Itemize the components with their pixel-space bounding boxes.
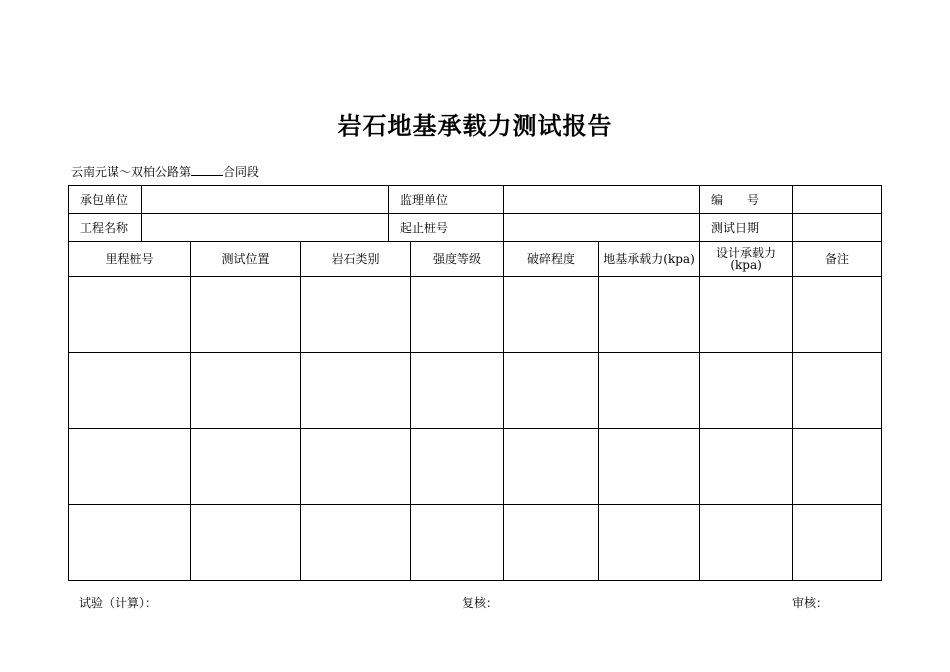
contractor-label: 承包单位 xyxy=(69,186,142,214)
cell-fracture[interactable] xyxy=(504,505,599,581)
cell-rock-type[interactable] xyxy=(301,505,411,581)
contractor-value[interactable] xyxy=(142,186,389,214)
cell-rock-type[interactable] xyxy=(301,353,411,429)
report-title: 岩石地基承载力测试报告 xyxy=(337,111,613,140)
reviewer-signature-label: 复核： xyxy=(462,596,499,610)
table-row xyxy=(69,277,882,353)
cell-strength[interactable] xyxy=(411,505,504,581)
info-row-2 xyxy=(69,214,882,242)
cell-remarks[interactable] xyxy=(793,353,882,429)
table-row xyxy=(69,429,882,505)
station-value[interactable] xyxy=(504,214,700,242)
cell-design-capacity[interactable] xyxy=(700,277,793,353)
contract-number-blank[interactable] xyxy=(191,165,223,176)
cell-mileage[interactable] xyxy=(69,429,191,505)
cell-strength[interactable] xyxy=(411,429,504,505)
info-row-1 xyxy=(69,186,882,214)
cell-capacity[interactable] xyxy=(599,505,700,581)
supervisor-label: 监理单位 xyxy=(389,186,504,214)
cell-remarks[interactable] xyxy=(793,277,882,353)
date-label: 测试日期 xyxy=(700,214,793,242)
cell-rock-type[interactable] xyxy=(301,429,411,505)
cell-position[interactable] xyxy=(191,429,301,505)
cell-fracture[interactable] xyxy=(504,353,599,429)
project-label: 工程名称 xyxy=(69,214,142,242)
cell-remarks[interactable] xyxy=(793,429,882,505)
cell-position[interactable] xyxy=(191,277,301,353)
col-position: 测试位置 xyxy=(191,242,301,277)
date-value[interactable] xyxy=(793,214,882,242)
cell-design-capacity[interactable] xyxy=(700,429,793,505)
cell-mileage[interactable] xyxy=(69,353,191,429)
subtitle-prefix: 云南元谋～双柏公路第 xyxy=(71,165,192,179)
number-label: 编 号 xyxy=(700,186,793,214)
cell-fracture[interactable] xyxy=(504,277,599,353)
cell-capacity[interactable] xyxy=(599,429,700,505)
col-fracture: 破碎程度 xyxy=(504,242,599,277)
col-remarks: 备注 xyxy=(793,242,882,277)
table-row xyxy=(69,353,882,429)
number-value[interactable] xyxy=(793,186,882,214)
cell-design-capacity[interactable] xyxy=(700,505,793,581)
col-mileage: 里程桩号 xyxy=(69,242,191,277)
tester-signature-label: 试验（计算）： xyxy=(79,596,158,610)
cell-design-capacity[interactable] xyxy=(700,353,793,429)
cell-mileage[interactable] xyxy=(69,505,191,581)
table-row xyxy=(69,505,882,581)
col-design-line2: (kpa) xyxy=(730,258,762,272)
column-header-row xyxy=(69,242,882,277)
report-table xyxy=(68,185,882,581)
supervisor-value[interactable] xyxy=(504,186,700,214)
station-label: 起止桩号 xyxy=(389,214,504,242)
col-rock-type: 岩石类别 xyxy=(301,242,411,277)
col-strength: 强度等级 xyxy=(411,242,504,277)
auditor-signature-label: 审核： xyxy=(792,596,829,610)
cell-capacity[interactable] xyxy=(599,353,700,429)
col-design-capacity xyxy=(700,242,793,277)
cell-remarks[interactable] xyxy=(793,505,882,581)
contract-section-line xyxy=(71,163,259,180)
cell-rock-type[interactable] xyxy=(301,277,411,353)
cell-capacity[interactable] xyxy=(599,277,700,353)
project-value[interactable] xyxy=(142,214,389,242)
col-design-line1: 设计承载力 xyxy=(716,246,777,260)
subtitle-suffix: 合同段 xyxy=(223,165,260,179)
cell-strength[interactable] xyxy=(411,353,504,429)
col-capacity: 地基承载力(kpa) xyxy=(599,242,700,277)
cell-position[interactable] xyxy=(191,353,301,429)
cell-mileage[interactable] xyxy=(69,277,191,353)
cell-fracture[interactable] xyxy=(504,429,599,505)
cell-strength[interactable] xyxy=(411,277,504,353)
cell-position[interactable] xyxy=(191,505,301,581)
